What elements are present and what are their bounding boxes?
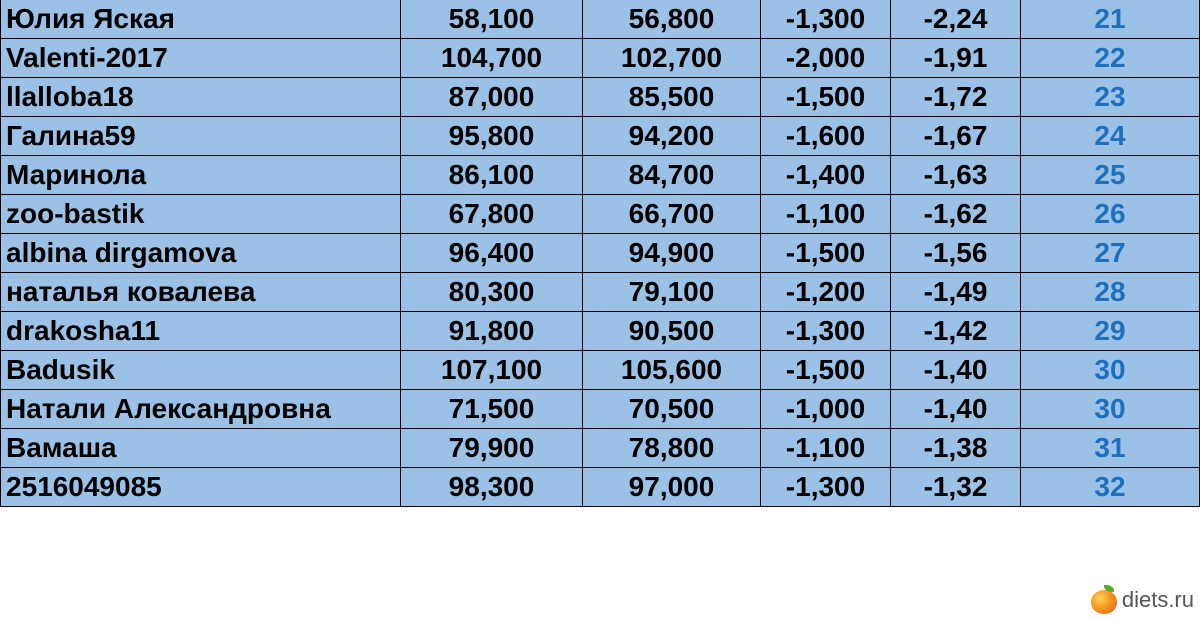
rank-cell: 25	[1021, 156, 1200, 195]
percent-change-cell: -1,91	[891, 39, 1021, 78]
percent-change-cell: -1,62	[891, 195, 1021, 234]
rank-cell: 30	[1021, 390, 1200, 429]
weight-change-cell: -1,500	[761, 78, 891, 117]
start-weight-cell: 86,100	[401, 156, 583, 195]
rank-cell: 22	[1021, 39, 1200, 78]
start-weight-cell: 107,100	[401, 351, 583, 390]
table-row	[1, 39, 1200, 78]
current-weight-cell: 105,600	[583, 351, 761, 390]
apple-icon	[1091, 585, 1117, 615]
table-row	[1, 390, 1200, 429]
rank-cell: 26	[1021, 195, 1200, 234]
start-weight-cell: 95,800	[401, 117, 583, 156]
table-row	[1, 117, 1200, 156]
start-weight-cell: 79,900	[401, 429, 583, 468]
percent-change-cell: -1,42	[891, 312, 1021, 351]
participant-name-cell: albina dirgamova	[1, 234, 401, 273]
percent-change-cell: -1,63	[891, 156, 1021, 195]
table-row	[1, 156, 1200, 195]
weight-change-cell: -1,600	[761, 117, 891, 156]
rank-cell: 32	[1021, 468, 1200, 507]
weight-change-cell: -1,300	[761, 468, 891, 507]
current-weight-cell: 94,900	[583, 234, 761, 273]
start-weight-cell: 67,800	[401, 195, 583, 234]
results-table-body	[1, 0, 1200, 507]
rank-cell: 23	[1021, 78, 1200, 117]
start-weight-cell: 80,300	[401, 273, 583, 312]
rank-cell: 27	[1021, 234, 1200, 273]
table-row	[1, 195, 1200, 234]
table-row	[1, 234, 1200, 273]
participant-name-cell: zoo-bastik	[1, 195, 401, 234]
current-weight-cell: 56,800	[583, 0, 761, 39]
start-weight-cell: 91,800	[401, 312, 583, 351]
start-weight-cell: 71,500	[401, 390, 583, 429]
weight-change-cell: -1,400	[761, 156, 891, 195]
start-weight-cell: 98,300	[401, 468, 583, 507]
current-weight-cell: 94,200	[583, 117, 761, 156]
percent-change-cell: -1,32	[891, 468, 1021, 507]
participant-name-cell: 2516049085	[1, 468, 401, 507]
percent-change-cell: -1,40	[891, 351, 1021, 390]
start-weight-cell: 104,700	[401, 39, 583, 78]
participant-name-cell: Valenti-2017	[1, 39, 401, 78]
participant-name-cell: drakosha11	[1, 312, 401, 351]
weight-change-cell: -1,200	[761, 273, 891, 312]
table-row	[1, 0, 1200, 39]
rank-cell: 24	[1021, 117, 1200, 156]
participant-name-cell: Натали Александровна	[1, 390, 401, 429]
watermark-text: diets.ru	[1121, 587, 1194, 612]
current-weight-cell: 97,000	[583, 468, 761, 507]
start-weight-cell: 87,000	[401, 78, 583, 117]
weight-change-cell: -1,300	[761, 0, 891, 39]
participant-name-cell: Юлия Яская	[1, 0, 401, 39]
start-weight-cell: 58,100	[401, 0, 583, 39]
table-row	[1, 273, 1200, 312]
weight-change-cell: -1,000	[761, 390, 891, 429]
percent-change-cell: -1,40	[891, 390, 1021, 429]
weight-change-cell: -1,100	[761, 195, 891, 234]
participant-name-cell: Badusik	[1, 351, 401, 390]
percent-change-cell: -2,24	[891, 0, 1021, 39]
percent-change-cell: -1,56	[891, 234, 1021, 273]
participant-name-cell: Маринола	[1, 156, 401, 195]
current-weight-cell: 70,500	[583, 390, 761, 429]
participant-name-cell: Галина59	[1, 117, 401, 156]
weight-change-cell: -2,000	[761, 39, 891, 78]
weight-change-cell: -1,300	[761, 312, 891, 351]
rank-cell: 28	[1021, 273, 1200, 312]
table-row	[1, 429, 1200, 468]
current-weight-cell: 90,500	[583, 312, 761, 351]
rank-cell: 29	[1021, 312, 1200, 351]
rank-cell: 30	[1021, 351, 1200, 390]
percent-change-cell: -1,72	[891, 78, 1021, 117]
weight-change-cell: -1,100	[761, 429, 891, 468]
percent-change-cell: -1,67	[891, 117, 1021, 156]
participant-name-cell: llalloba18	[1, 78, 401, 117]
current-weight-cell: 85,500	[583, 78, 761, 117]
table-row	[1, 312, 1200, 351]
current-weight-cell: 79,100	[583, 273, 761, 312]
table-row	[1, 78, 1200, 117]
current-weight-cell: 78,800	[583, 429, 761, 468]
rank-cell: 21	[1021, 0, 1200, 39]
table-row	[1, 468, 1200, 507]
participant-name-cell: Вамаша	[1, 429, 401, 468]
weight-change-cell: -1,500	[761, 351, 891, 390]
current-weight-cell: 102,700	[583, 39, 761, 78]
current-weight-cell: 66,700	[583, 195, 761, 234]
participant-name-cell: наталья ковалева	[1, 273, 401, 312]
current-weight-cell: 84,700	[583, 156, 761, 195]
percent-change-cell: -1,38	[891, 429, 1021, 468]
rank-cell: 31	[1021, 429, 1200, 468]
diets-watermark	[1091, 585, 1194, 615]
weight-change-cell: -1,500	[761, 234, 891, 273]
start-weight-cell: 96,400	[401, 234, 583, 273]
percent-change-cell: -1,49	[891, 273, 1021, 312]
table-row	[1, 351, 1200, 390]
